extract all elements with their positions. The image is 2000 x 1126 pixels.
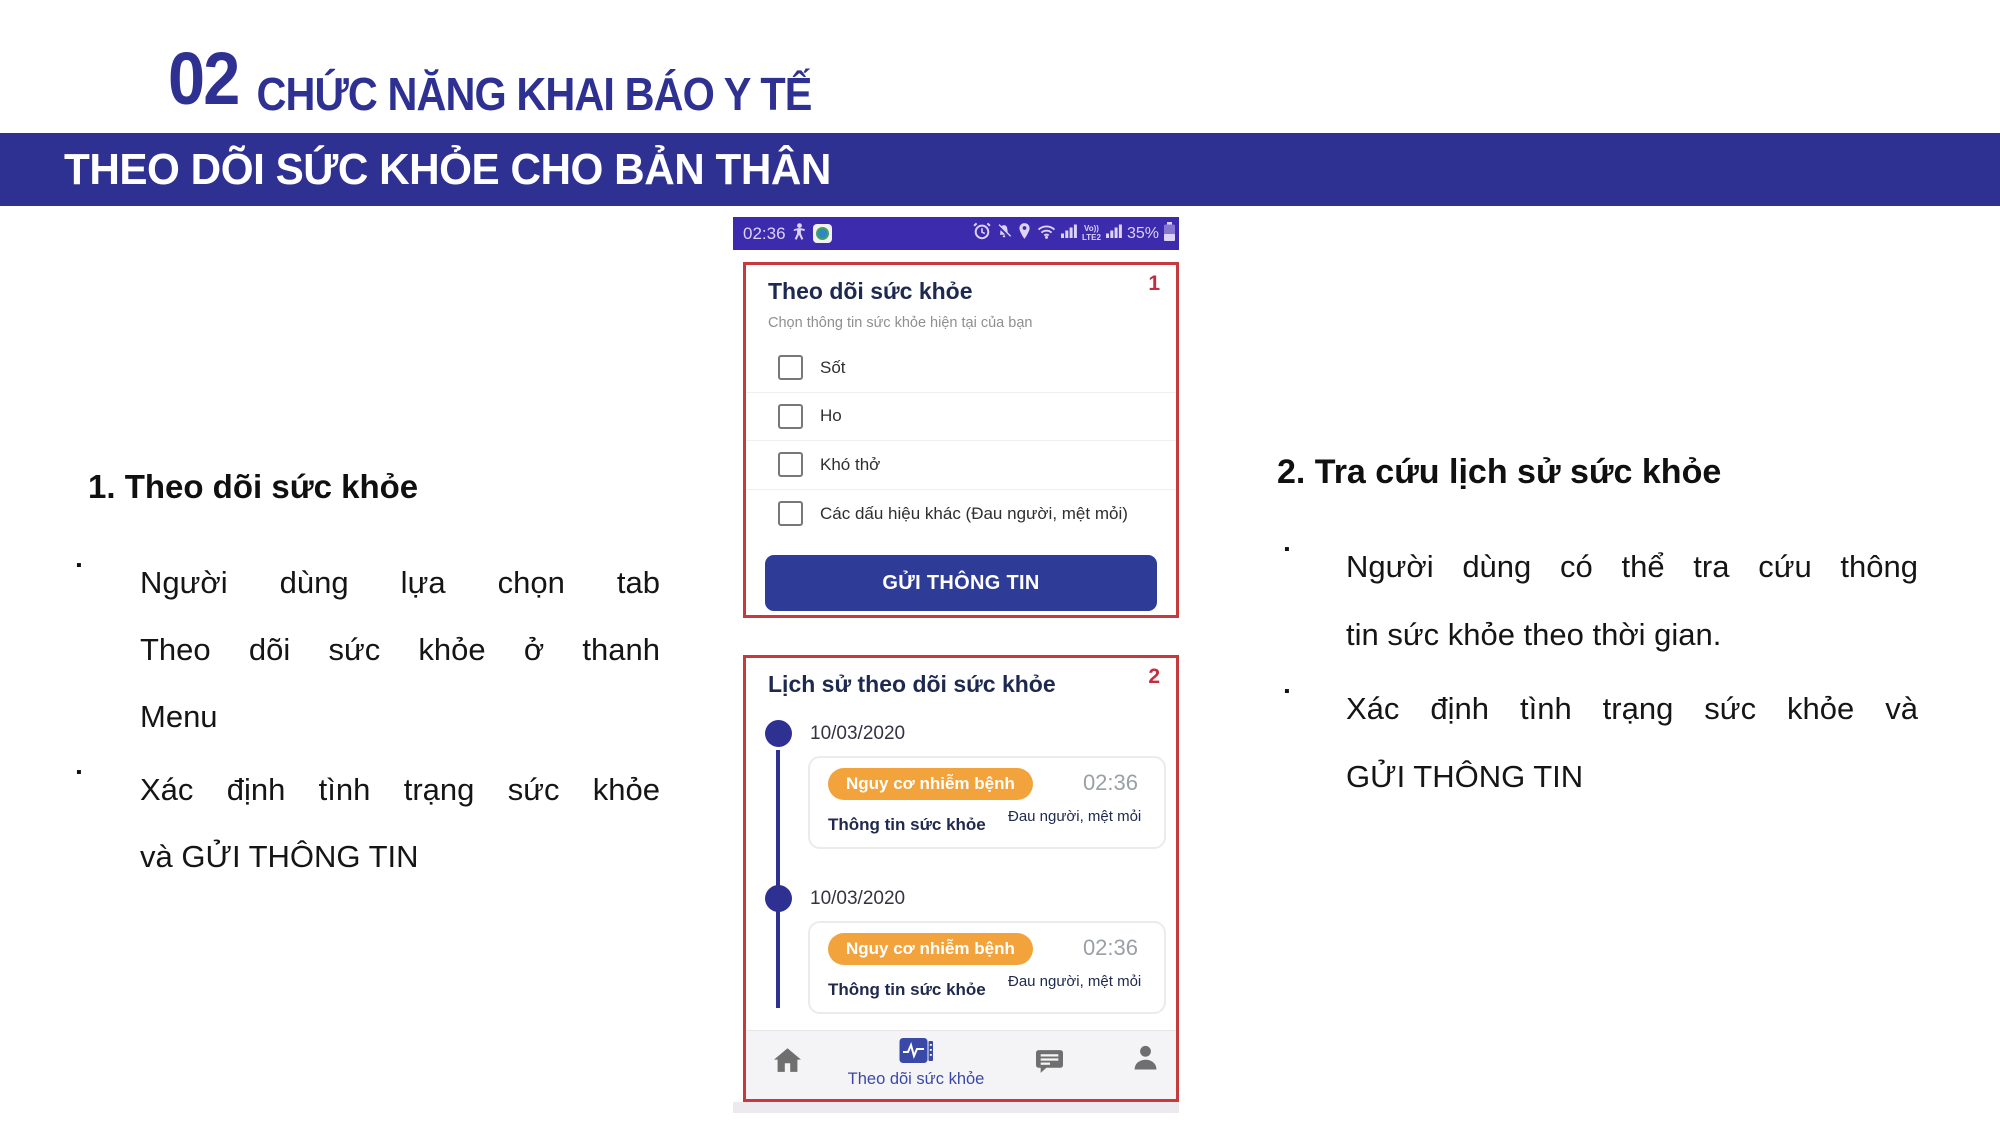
symptom-option-kho-tho[interactable] (746, 441, 1176, 490)
checkbox-kho-tho[interactable] (778, 452, 803, 477)
bullet-line: và GỬI THÔNG TIN (140, 839, 419, 874)
nav-monitor-tab[interactable] (835, 1037, 997, 1089)
monitor-card-subtitle: Chọn thông tin sức khỏe hiện tại của bạn (768, 315, 1033, 331)
entry-time: 02:36 (1082, 935, 1138, 960)
banner-title: THEO DÕI SỨC KHỎE CHO BẢN THÂN (64, 144, 831, 194)
right-panel-heading: 2. Tra cứu lịch sử sức khỏe (1277, 453, 1722, 491)
bullet-line: Xác định tình trạng sức khỏe và (1346, 691, 1918, 726)
app-notification-icon (813, 224, 832, 243)
left-panel-bullets (76, 549, 660, 890)
option-label: Sốt (820, 357, 846, 377)
home-icon (774, 1048, 801, 1072)
step-2-badge: 2 (1148, 665, 1160, 688)
alarm-icon (973, 222, 991, 245)
option-label: Khó thở (820, 454, 881, 474)
section-header (168, 37, 812, 121)
nav-active-label: Theo dõi sức khỏe (847, 1070, 985, 1088)
history-card-title: Lịch sử theo dõi sức khỏe (768, 671, 1056, 697)
checkbox-ho[interactable] (778, 404, 803, 429)
health-history-card (743, 655, 1179, 1102)
phone-bottom-edge (733, 1102, 1179, 1113)
section-title: CHỨC NĂNG KHAI BÁO Y TẾ (256, 68, 812, 120)
list-item (76, 549, 660, 750)
accessibility-icon (793, 223, 806, 245)
status-bar (733, 217, 1179, 250)
bottom-nav (746, 1030, 1176, 1099)
section-number: 02 (168, 37, 239, 120)
step-1-badge: 1 (1148, 272, 1160, 295)
history-entry-card[interactable] (808, 921, 1166, 1014)
person-icon (1132, 1044, 1159, 1071)
battery-percent: 35% (1126, 224, 1159, 242)
volte-label: Vo)) (1084, 224, 1099, 233)
bullet-marker: ▪ (1284, 541, 1290, 558)
entry-date: 10/03/2020 (810, 723, 906, 744)
bullet-line: Người dùng có thể tra cứu thông (1346, 549, 1918, 584)
nav-profile-button[interactable] (1132, 1044, 1159, 1076)
info-label: Thông tin sức khỏe (828, 815, 986, 834)
risk-badge: Nguy cơ nhiễm bệnh (828, 933, 1033, 965)
list-item (1284, 533, 1918, 669)
health-monitor-icon (899, 1037, 933, 1064)
timeline-entry (746, 885, 1176, 1015)
bullet-line: Xác định tình trạng sức khỏe (140, 772, 660, 807)
symptom-option-khac[interactable] (746, 490, 1176, 539)
phone-screenshot (733, 217, 1179, 1113)
left-panel-heading: 1. Theo dõi sức khỏe (88, 468, 419, 505)
bullet-line: Người dùng lựa chọn tab (140, 565, 660, 600)
signal-icon (1061, 224, 1077, 243)
risk-badge: Nguy cơ nhiễm bệnh (828, 768, 1033, 800)
checkbox-sot[interactable] (778, 355, 803, 380)
list-item (76, 756, 660, 890)
history-entry-card[interactable] (808, 756, 1166, 849)
health-monitor-card (743, 262, 1179, 618)
bullet-line: Theo dõi sức khỏe ở thanh (140, 632, 660, 667)
bullet-line: GỬI THÔNG TIN (1346, 759, 1584, 794)
bullet-marker: ▪ (1284, 683, 1290, 700)
info-label: Thông tin sức khỏe (828, 980, 986, 999)
banner (0, 133, 2000, 206)
checkbox-khac[interactable] (778, 501, 803, 526)
wifi-icon (1037, 224, 1056, 244)
timeline-dot (765, 885, 792, 912)
bullet-marker: ▪ (76, 557, 82, 574)
timeline-entry (746, 720, 1176, 850)
battery-icon (1164, 222, 1175, 246)
bullet-marker: ▪ (76, 764, 82, 781)
list-item (1284, 675, 1918, 811)
send-info-button[interactable]: GỬI THÔNG TIN (765, 555, 1157, 611)
symptom-options (746, 344, 1176, 538)
mute-icon (996, 223, 1012, 245)
bullet-line: Menu (140, 699, 218, 734)
info-value: Đau người, mệt mỏi (1008, 808, 1142, 825)
lte-label: LTE2 (1082, 232, 1101, 242)
nav-home-button[interactable] (774, 1048, 801, 1077)
symptom-option-sot[interactable] (746, 344, 1176, 393)
signal-icon-2 (1106, 224, 1122, 243)
bullet-line: tin sức khỏe theo thời gian. (1346, 617, 1722, 652)
symptom-option-ho[interactable] (746, 393, 1176, 442)
entry-date: 10/03/2020 (810, 888, 906, 909)
info-value: Đau người, mệt mỏi (1008, 973, 1142, 990)
entry-time: 02:36 (1082, 770, 1138, 795)
option-label: Các dấu hiệu khác (Đau người, mệt mỏi) (820, 503, 1128, 523)
nav-messages-button[interactable] (1036, 1050, 1063, 1078)
timeline-dot (765, 720, 792, 747)
option-label: Ho (820, 406, 842, 426)
status-time: 02:36 (743, 223, 786, 243)
right-panel-bullets (1284, 533, 1918, 811)
location-icon (1017, 222, 1032, 245)
monitor-card-title: Theo dõi sức khỏe (768, 278, 973, 304)
chat-icon (1036, 1050, 1063, 1073)
